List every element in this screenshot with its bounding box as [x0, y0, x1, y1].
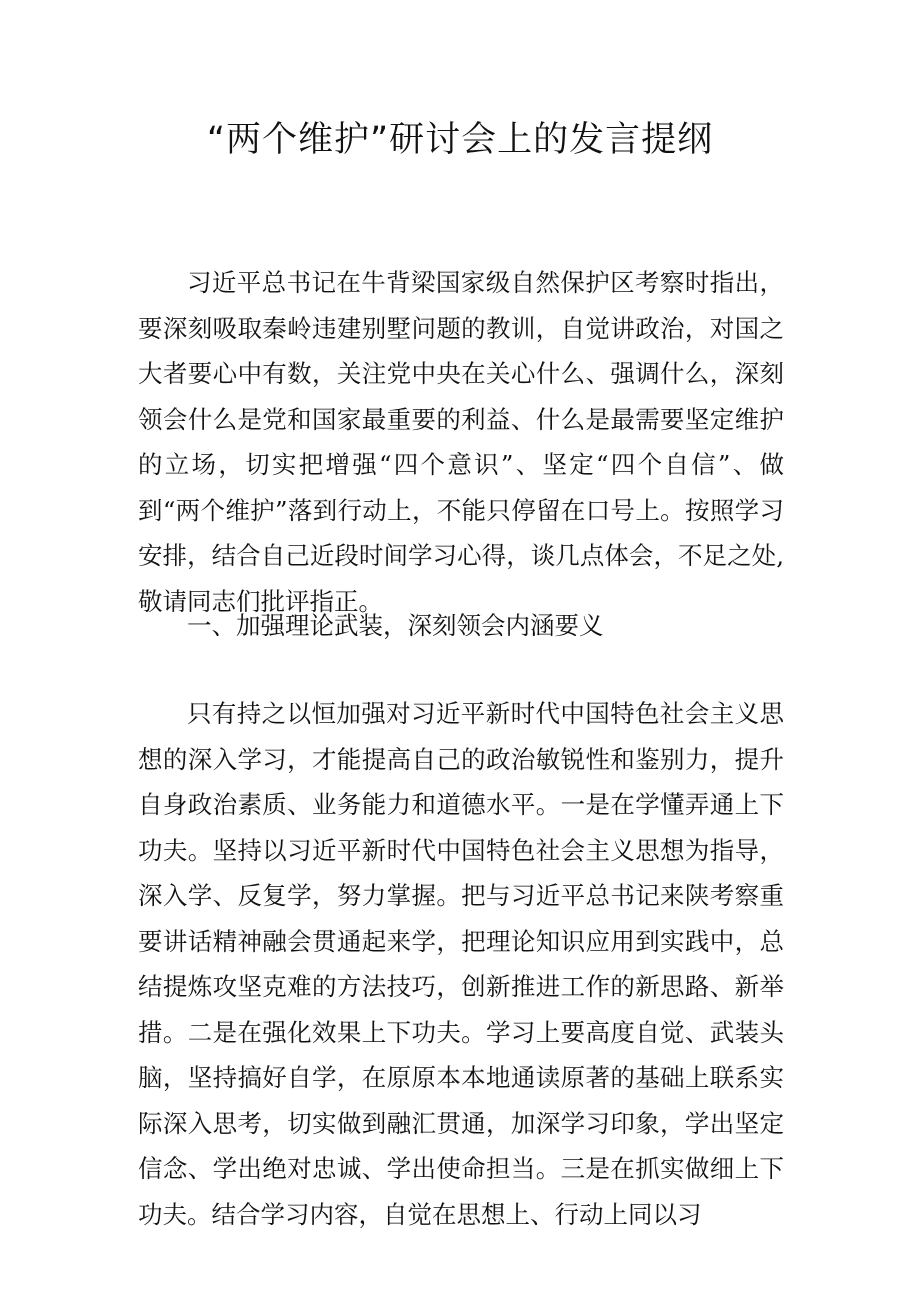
section-heading-1: 一、加强理论武装，深刻领会内涵要义: [187, 611, 604, 640]
document-title: “两个维护”研讨会上的发言提纲: [206, 120, 714, 160]
intro-paragraph: 习近平总书记在牛背梁国家级自然保护区考察时指出，要深刻吸取秦岭违建别墅问题的教训，自觉讲政治，对国之大者要心中有数，关注党中央在关心什么、强调什么，深刻领会什么是党和国家最重要的利益、什么是最需要坚定维护的立场，切实把增强“四个意识”、坚定“四个自信”、做到“两个维护”落到行动上，不能只停留在口号上。按照学习安排，结合自己近段时间学习心得，谈几点体会，不足之处,敬请同志们批评指正。: [138, 268, 784, 616]
section-1-paragraph: 只有持之以恒加强对习近平新时代中国特色社会主义思想的深入学习，才能提高自己的政治敏锐性和鉴别力，提升自身政治素质、业务能力和道德水平。一是在学懂弄通上下功夫。坚持以习近平新时代中国特色社会主义思想为指导，深入学、反复学，努力掌握。把与习近平总书记来陕考察重要讲话精神融会贯通起来学，把理论知识应用到实践中，总结提炼攻坚克难的方法技巧，创新推进工作的新思路、新举措。二是在强化效果上下功夫。学习上要高度自觉、武装头脑，坚持搞好自学，在原原本本地通读原著的基础上联系实际深入思考，切实做到融汇贯通，加深学习印象，学出坚定信念、学出绝对忠诚、学出使命担当。三是在抓实做细上下功夫。结合学习内容，自觉在思想上、行动上同以习: [138, 699, 784, 1229]
